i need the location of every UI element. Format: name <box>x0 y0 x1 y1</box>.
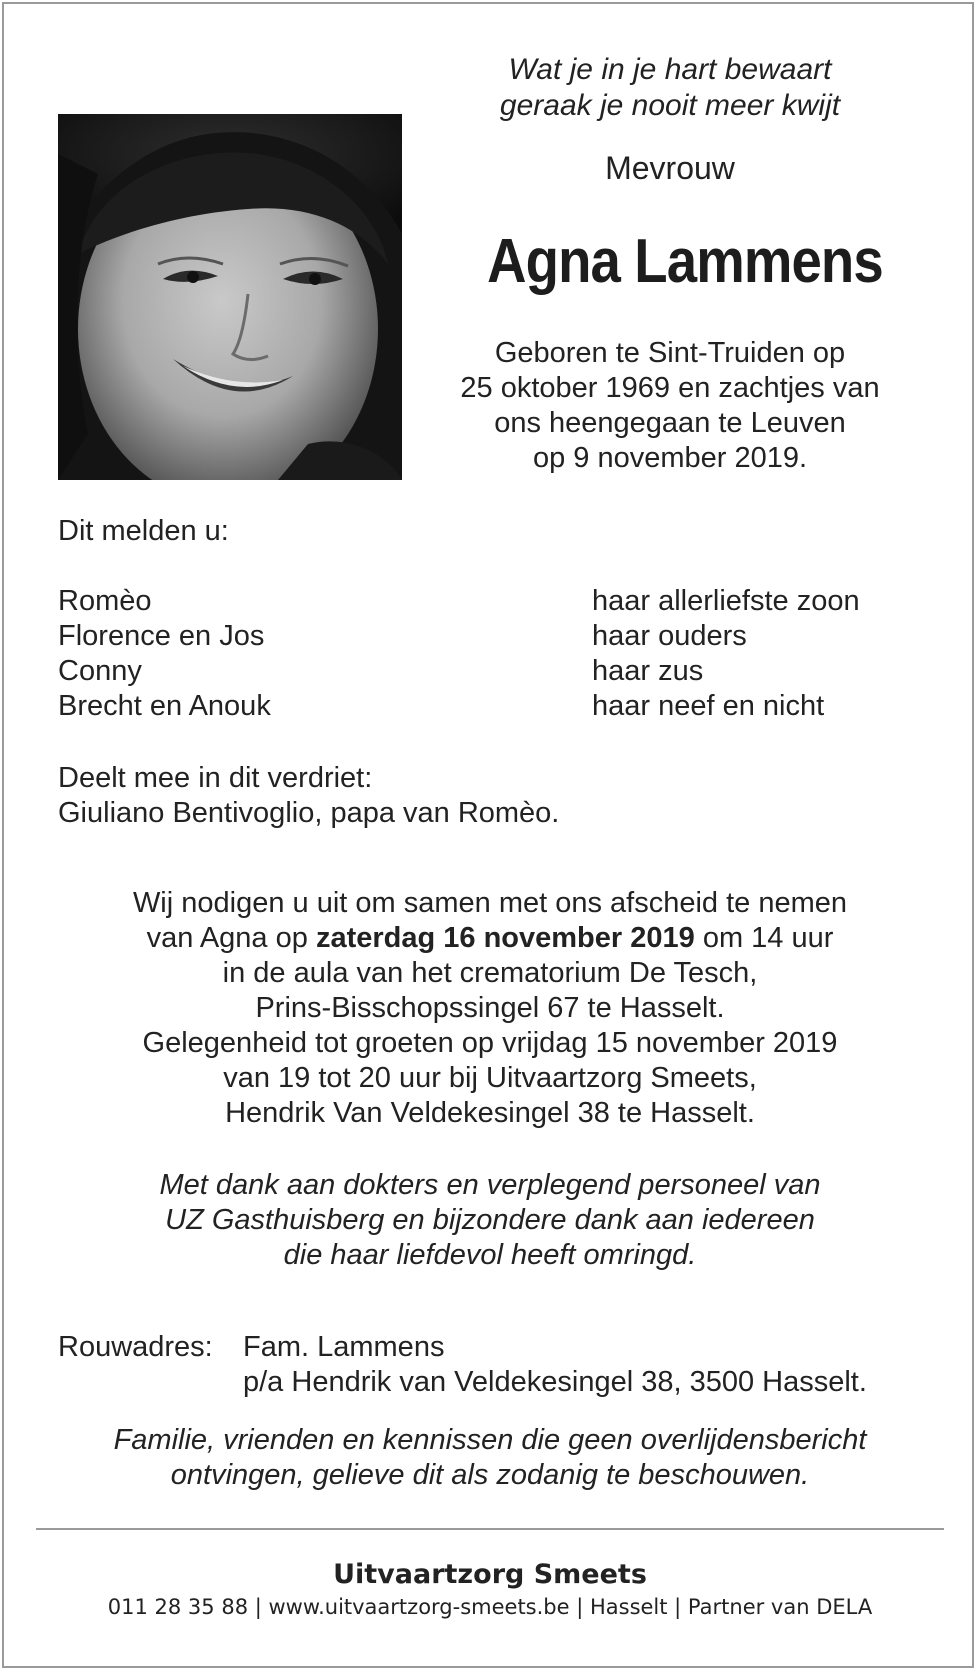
deceased-name: Agna Lammens <box>487 227 883 296</box>
ceremony-date: zaterdag 16 november 2019 <box>315 922 695 954</box>
birth-line-2: 25 oktober 1969 en zachtjes van <box>460 372 880 404</box>
portrait-photo <box>58 114 402 480</box>
invitation-line-6: van 19 tot 20 uur bij Uitvaartzorg Smeets, <box>223 1062 757 1094</box>
relative-relation: haar ouders <box>592 620 747 652</box>
announce-intro: Dit melden u: <box>58 515 229 547</box>
quote-line-1: Wat je in je hart bewaart <box>508 53 832 86</box>
relative-relation: haar allerliefste zoon <box>592 585 860 617</box>
birth-line-1: Geboren te Sint-Truiden op <box>494 337 846 369</box>
invitation-line-7: Hendrik Van Veldekesingel 38 te Hasselt. <box>225 1097 755 1129</box>
relative-relation: haar zus <box>592 655 704 687</box>
relative-relation: haar neef en nicht <box>592 690 825 722</box>
footer-divider <box>36 1528 944 1530</box>
birth-line-3: ons heengegaan te Leuven <box>494 407 846 439</box>
share-intro: Deelt mee in dit verdriet: <box>58 762 373 794</box>
invitation-line-5: Gelegenheid tot groeten op vrijdag 15 november 2019 <box>142 1027 838 1059</box>
invitation-line-3: in de aula van het crematorium De Tesch, <box>222 957 758 989</box>
share-person: Giuliano Bentivoglio, papa van Romèo. <box>58 797 560 829</box>
relative-name: Conny <box>58 655 142 687</box>
thanks-line-1: Met dank aan dokters en verplegend personeel van <box>159 1169 821 1201</box>
address-label: Rouwadres: <box>58 1331 213 1363</box>
address-family: Fam. Lammens <box>243 1331 445 1363</box>
invitation-line-4: Prins-Bisschopssingel 67 te Hasselt. <box>255 992 725 1024</box>
notice-line-2: ontvingen, gelieve dit als zodanig te beschouwen. <box>170 1459 810 1491</box>
funeral-home-name: Uitvaartzorg Smeets <box>333 1559 647 1590</box>
invitation-line-2-pre: van Agna op <box>146 922 308 954</box>
honorific: Mevrouw <box>605 150 735 186</box>
funeral-home-contact: 011 28 35 88 | www.uitvaartzorg-smeets.be | Hasselt | Partner van DELA <box>107 1595 873 1619</box>
birth-line-4: op 9 november 2019. <box>532 442 808 474</box>
invitation-line-2 <box>40 921 940 956</box>
notice-line-1: Familie, vrienden en kennissen die geen overlijdensbericht <box>113 1424 867 1456</box>
relative-name: Romèo <box>58 585 152 617</box>
quote-line-2: geraak je nooit meer kwijt <box>499 89 841 122</box>
address-street: p/a Hendrik van Veldekesingel 38, 3500 Hasselt. <box>243 1366 867 1398</box>
relative-name: Brecht en Anouk <box>58 690 271 722</box>
relative-name: Florence en Jos <box>58 620 265 652</box>
invitation-line-2-post: om 14 uur <box>702 922 834 954</box>
invitation-line-1: Wij nodigen u uit om samen met ons afscheid te nemen <box>132 887 848 919</box>
thanks-line-2: UZ Gasthuisberg en bijzondere dank aan iedereen <box>165 1204 815 1236</box>
thanks-line-3: die haar liefdevol heeft omringd. <box>283 1239 697 1271</box>
